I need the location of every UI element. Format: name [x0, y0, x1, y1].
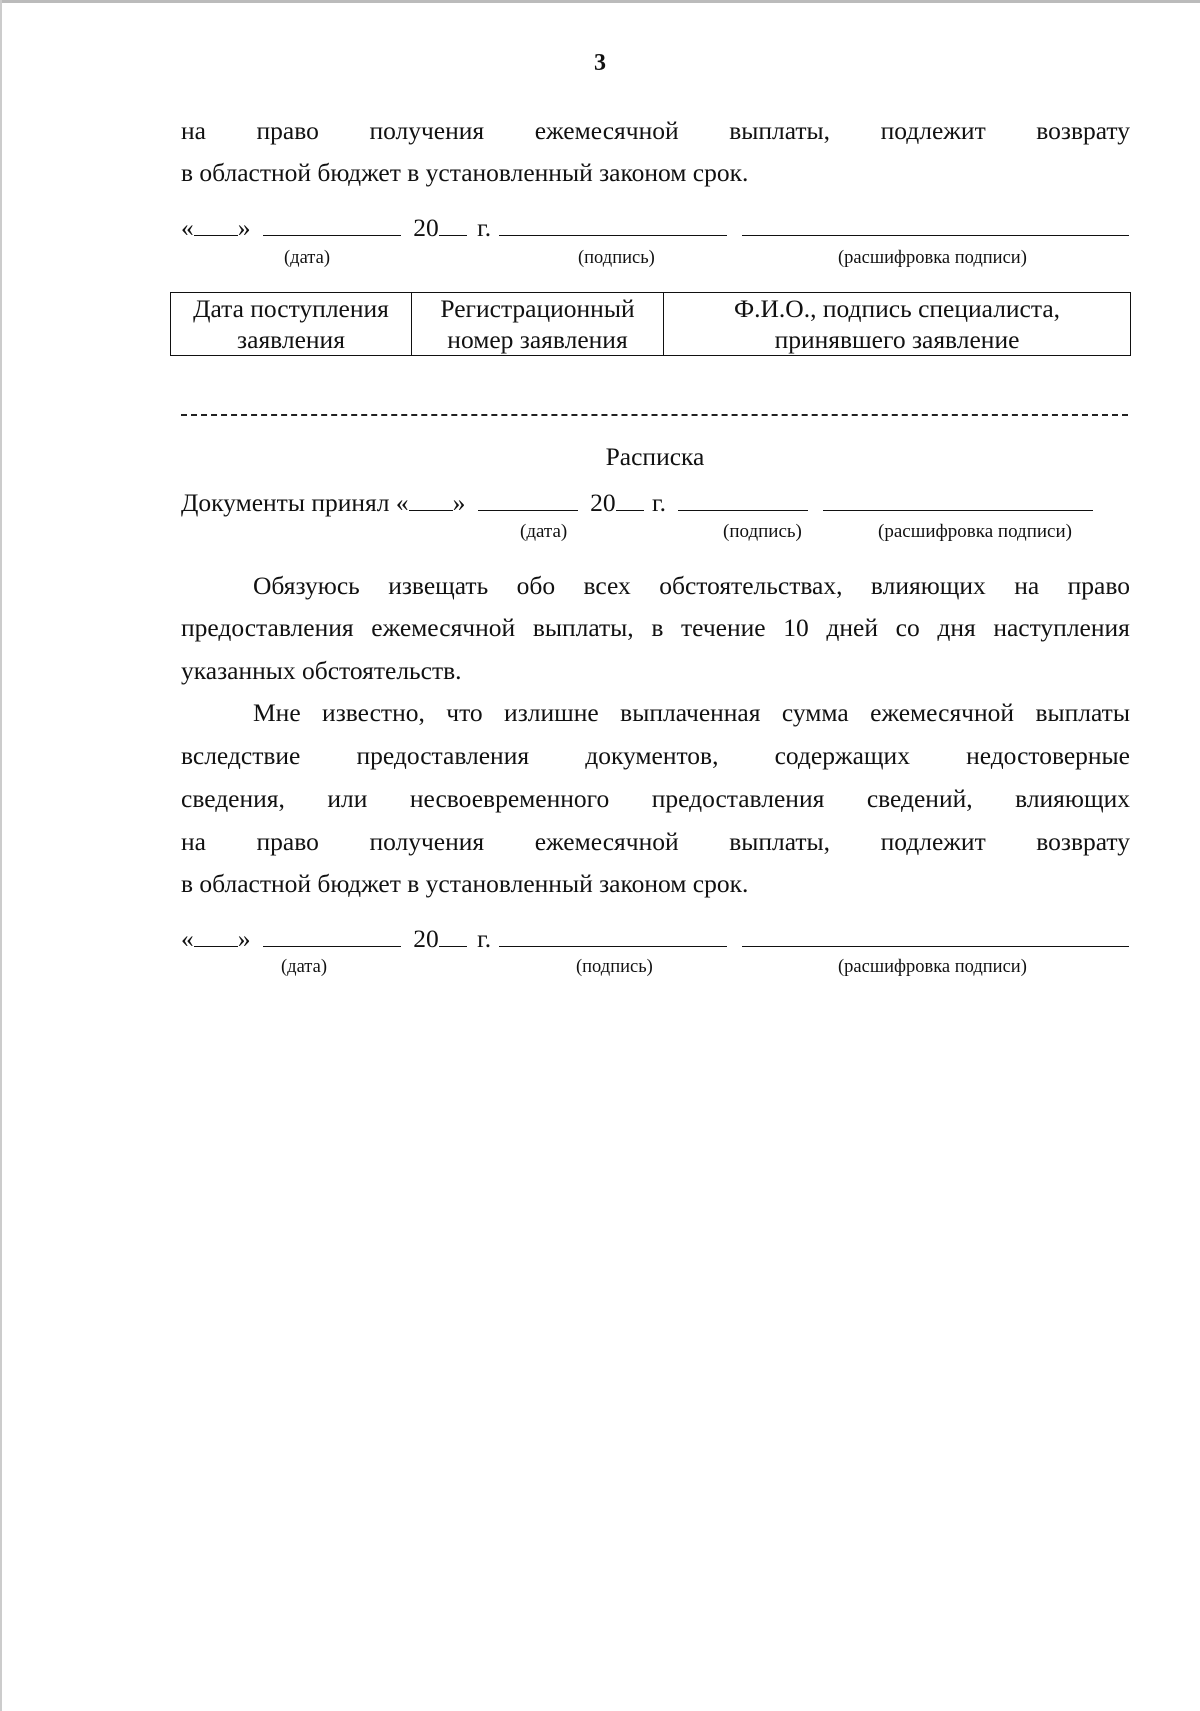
word: дня — [937, 613, 976, 642]
caption-date: (дата) — [284, 248, 330, 268]
decoding-blank — [742, 924, 1129, 947]
caption-date-2: (дата) — [281, 957, 327, 977]
word: возврату — [1036, 827, 1130, 856]
word: извещать — [388, 571, 489, 600]
cell-text: заявления — [237, 325, 345, 354]
obligation-line-1 — [253, 571, 1130, 601]
caption-decoding-2: (расшифровка подписи) — [838, 957, 1027, 977]
year-prefix: 20 — [590, 488, 616, 517]
word: ежемесячной — [534, 827, 679, 856]
day-blank — [409, 488, 453, 511]
word: возврату — [1036, 116, 1130, 145]
signature-row-2 — [181, 924, 1129, 954]
date-close-quote: » — [452, 488, 466, 517]
signature-blank — [499, 213, 727, 236]
cell-text: номер заявления — [447, 325, 628, 354]
word: недостоверные — [966, 741, 1130, 770]
day-blank — [194, 213, 238, 236]
obligation-line-3: указанных обстоятельств. — [181, 656, 462, 685]
caption-signature: (подпись) — [578, 248, 655, 268]
decoding-blank — [823, 488, 1093, 511]
word: всех — [583, 571, 631, 600]
table-row — [171, 293, 1131, 356]
year-blank — [616, 488, 644, 511]
caption-signature-2: (подпись) — [576, 957, 653, 977]
word: несвоевременного — [409, 784, 610, 813]
cell-specialist — [664, 293, 1131, 356]
word: что — [446, 698, 483, 727]
caption-decoding: (расшифровка подписи) — [838, 248, 1027, 268]
word: выплаты, — [729, 827, 831, 856]
word: право — [1067, 571, 1130, 600]
word: подлежит — [880, 827, 986, 856]
word: предоставления — [651, 784, 825, 813]
word: наступления — [993, 613, 1130, 642]
year-prefix: 20 — [413, 213, 439, 242]
word: или — [327, 784, 368, 813]
awareness-line-5: в областной бюджет в установленный законом срок. — [181, 869, 749, 898]
word: излишне — [504, 698, 599, 727]
cell-text: Дата поступления — [193, 294, 389, 323]
date-open-quote: « — [181, 213, 194, 242]
word: предоставления — [181, 613, 354, 642]
registration-table — [170, 292, 1131, 356]
word: обстоятельствах, — [659, 571, 843, 600]
awareness-line-4 — [181, 827, 1130, 857]
cell-receipt-date — [171, 293, 412, 356]
cell-text: Регистрационный — [440, 294, 635, 323]
receipt-caption-signature: (подпись) — [723, 521, 802, 542]
awareness-line-2 — [181, 741, 1130, 771]
word: ежемесячной — [534, 116, 679, 145]
top-paragraph-line-1 — [181, 116, 1130, 146]
awareness-line-1 — [253, 698, 1130, 728]
word: известно, — [322, 698, 425, 727]
word: сумма — [781, 698, 849, 727]
word: со — [895, 613, 920, 642]
word: документов, — [585, 741, 719, 770]
awareness-line-3 — [181, 784, 1130, 814]
word: обо — [516, 571, 556, 600]
page-number: 3 — [594, 50, 606, 76]
word: сведений, — [866, 784, 973, 813]
year-blank — [439, 213, 467, 236]
signature-blank — [678, 488, 808, 511]
word: выплаченная — [620, 698, 761, 727]
receipt-caption-decoding: (расшифровка подписи) — [878, 521, 1072, 542]
month-blank — [478, 488, 578, 511]
day-blank — [194, 924, 238, 947]
word: ежемесячной — [371, 613, 516, 642]
date-open-quote: « — [181, 924, 194, 953]
receipt-title: Расписка — [605, 442, 705, 471]
word: дней — [826, 613, 878, 642]
word: на — [1014, 571, 1040, 600]
top-paragraph-line-2: в областной бюджет в установленный законом срок. — [181, 158, 749, 187]
year-suffix: г. — [651, 488, 666, 517]
word: на — [181, 827, 206, 856]
year-prefix: 20 — [413, 924, 439, 953]
month-blank — [263, 213, 401, 236]
word: право — [256, 827, 319, 856]
year-blank — [439, 924, 467, 947]
year-suffix: г. — [477, 213, 492, 242]
cell-registration-number — [412, 293, 664, 356]
word: получения — [369, 116, 485, 145]
receipt-caption-date: (дата) — [520, 521, 568, 542]
date-close-quote: » — [237, 213, 251, 242]
word: влияющих — [1015, 784, 1130, 813]
word: сведения, — [181, 784, 285, 813]
word: право — [256, 116, 319, 145]
word: на — [181, 116, 206, 145]
receipt-accepted-row — [181, 488, 1093, 518]
word: предоставления — [356, 741, 530, 770]
word: в — [651, 613, 664, 642]
word: вследствие — [181, 741, 301, 770]
word: 10 — [783, 613, 809, 642]
signature-row-1 — [181, 213, 1129, 243]
month-blank — [263, 924, 401, 947]
word: Обязуюсь — [253, 571, 360, 600]
scan-top-edge — [0, 0, 1200, 3]
word: течение — [681, 613, 766, 642]
word: влияющих — [870, 571, 986, 600]
year-suffix: г. — [477, 924, 492, 953]
word: подлежит — [880, 116, 986, 145]
word: выплаты, — [532, 613, 634, 642]
word: получения — [369, 827, 485, 856]
cell-text: Ф.И.О., подпись специалиста, — [733, 294, 1061, 323]
cut-line — [181, 414, 1128, 416]
obligation-line-2 — [181, 613, 1130, 643]
scan-left-edge — [0, 0, 2, 1711]
word: ежемесячной — [870, 698, 1015, 727]
word: содержащих — [774, 741, 910, 770]
accepted-label: Документы принял « — [181, 488, 409, 517]
cell-text: принявшего заявление — [774, 325, 1020, 354]
date-close-quote: » — [237, 924, 251, 953]
word: выплаты, — [729, 116, 831, 145]
signature-blank — [499, 924, 727, 947]
word: выплаты — [1035, 698, 1130, 727]
decoding-blank — [742, 213, 1129, 236]
word: Мне — [253, 698, 301, 727]
